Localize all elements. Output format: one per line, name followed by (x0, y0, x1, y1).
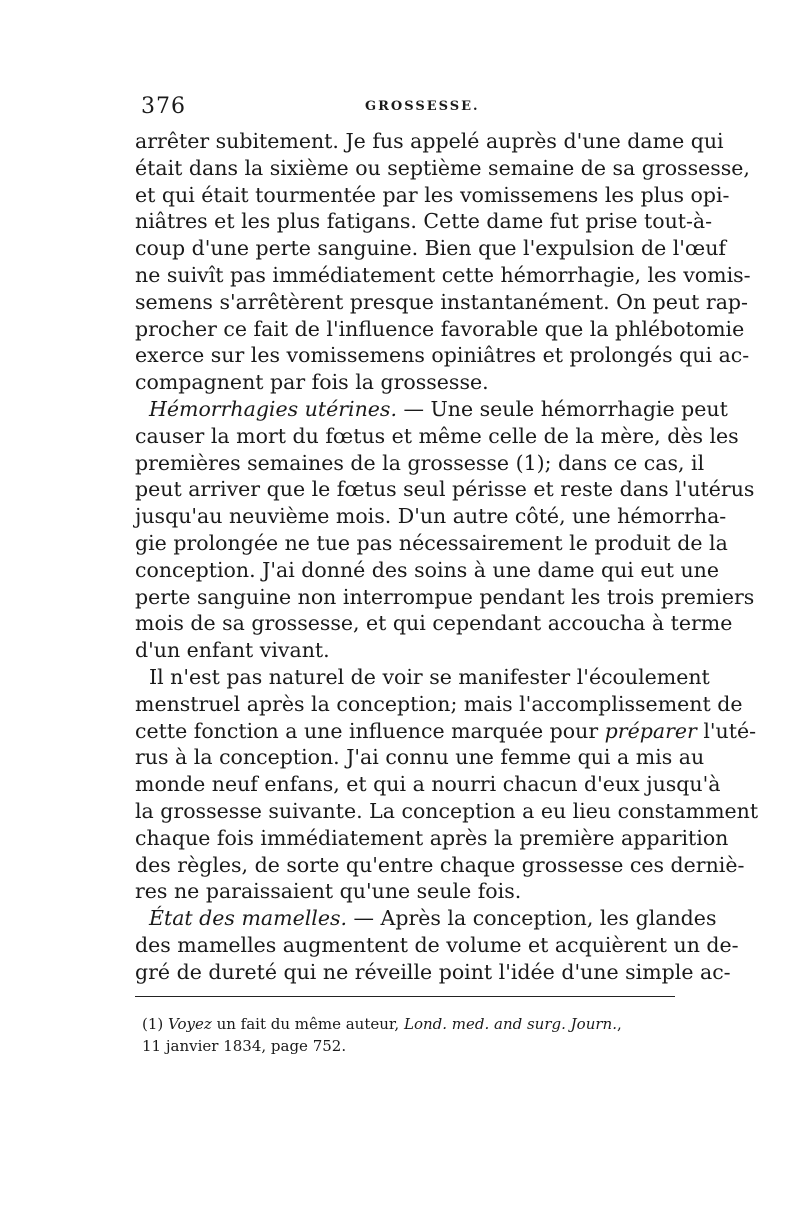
text-line: monde neuf enfans, et qui a nourri chacun d'eux jusqu'à (135, 772, 721, 797)
footnote-line: 11 janvier 1834, page 752. (142, 1037, 347, 1055)
text-line: des mamelles augmentent de volume et acquièrent un de- (135, 932, 739, 957)
emphasis-preparer: préparer (604, 718, 697, 743)
footnote-text: , (616, 1015, 622, 1033)
text-line: d'un enfant vivant. (135, 638, 330, 663)
text-line: jusqu'au neuvième mois. D'un autre côté, une hémorrha- (135, 504, 727, 529)
page-header (135, 94, 675, 124)
paragraph-menstruation (135, 664, 759, 905)
text-line-with-emphasis (135, 718, 757, 745)
text-line: des règles, de sorte qu'entre chaque grossesse ces derniè- (135, 852, 745, 877)
text-line: rus à la conception. J'ai connu une femme qui a mis au (135, 745, 705, 770)
text-line: peut arriver que le fœtus seul périsse et reste dans l'utérus (135, 477, 755, 502)
body-text (135, 128, 759, 986)
text-line: Il n'est pas naturel de voir se manifester l'écoulement (149, 664, 710, 689)
running-head: GROSSESSE. (365, 99, 480, 114)
text-fragment: l'uté- (703, 718, 757, 743)
page-number: 376 (141, 94, 186, 119)
text-line: res ne paraissaient qu'une seule fois. (135, 879, 522, 904)
text-line: gré de dureté qui ne réveille point l'idée d'une simple ac- (135, 959, 731, 984)
paragraph-hemorrhagies (135, 396, 755, 664)
footnote-divider (135, 996, 675, 997)
paragraph-mamelles (135, 905, 739, 985)
footnote-text: un fait du même auteur, (216, 1015, 400, 1033)
text-line: mois de sa grossesse, et qui cependant accoucha à terme (135, 611, 733, 636)
text-line: premières semaines de la grossesse (1); dans ce cas, il (135, 450, 705, 475)
footnote-voyez: Voyez (168, 1015, 212, 1033)
text-line: menstruel après la conception; mais l'accomplissement de (135, 691, 743, 716)
text-line: causer la mort du fœtus et même celle de la mère, dès les (135, 423, 739, 448)
text-line: niâtres et les plus fatigans. Cette dame fut prise tout-à- (135, 209, 713, 234)
section-heading-line (135, 396, 728, 423)
text-line: exerce sur les vomissemens opiniâtres et prolongés qui ac- (135, 343, 750, 368)
text-line: gie prolongée ne tue pas nécessairement le produit de la (135, 530, 728, 555)
text-fragment: cette fonction a une influence marquée pour (135, 718, 599, 743)
text-line: perte sanguine non interrompue pendant les trois premiers (135, 584, 755, 609)
text-line: semens s'arrêtèrent presque instantanément. On peut rap- (135, 289, 748, 314)
footnote-marker: (1) (142, 1015, 164, 1033)
text-line: arrêter subitement. Je fus appelé auprès d'une dame qui (135, 129, 724, 153)
text-line: ne suivît pas immédiatement cette hémorrhagie, les vomis- (135, 262, 751, 287)
text-fragment: — Une seule hémorrhagie peut (403, 396, 728, 421)
footnote (142, 1013, 672, 1057)
text-line: chaque fois immédiatement après la première apparition (135, 825, 729, 850)
text-line: et qui était tourmentée par les vomissemens les plus opi- (135, 182, 730, 207)
section-heading-mamelles: État des mamelles. (149, 906, 347, 931)
footnote-journal: Lond. med. and surg. Journ. (403, 1015, 617, 1033)
text-line: était dans la sixième ou septième semaine de sa grossesse, (135, 155, 750, 180)
paragraph-vomissemens (135, 128, 751, 396)
text-line: procher ce fait de l'influence favorable que la phlébotomie (135, 316, 745, 341)
text-fragment: — Après la conception, les glandes (353, 906, 717, 931)
footnote-line (142, 1013, 672, 1035)
text-line: conception. J'ai donné des soins à une dame qui eut une (135, 557, 719, 582)
text-line: la grossesse suivante. La conception a eu lieu constamment (135, 798, 759, 823)
section-heading-line (135, 905, 717, 932)
text-line: compagnent par fois la grossesse. (135, 370, 489, 395)
text-line: coup d'une perte sanguine. Bien que l'expulsion de l'œuf (135, 236, 726, 261)
section-heading-hemorrhagies: Hémorrhagies utérines. (149, 396, 397, 421)
